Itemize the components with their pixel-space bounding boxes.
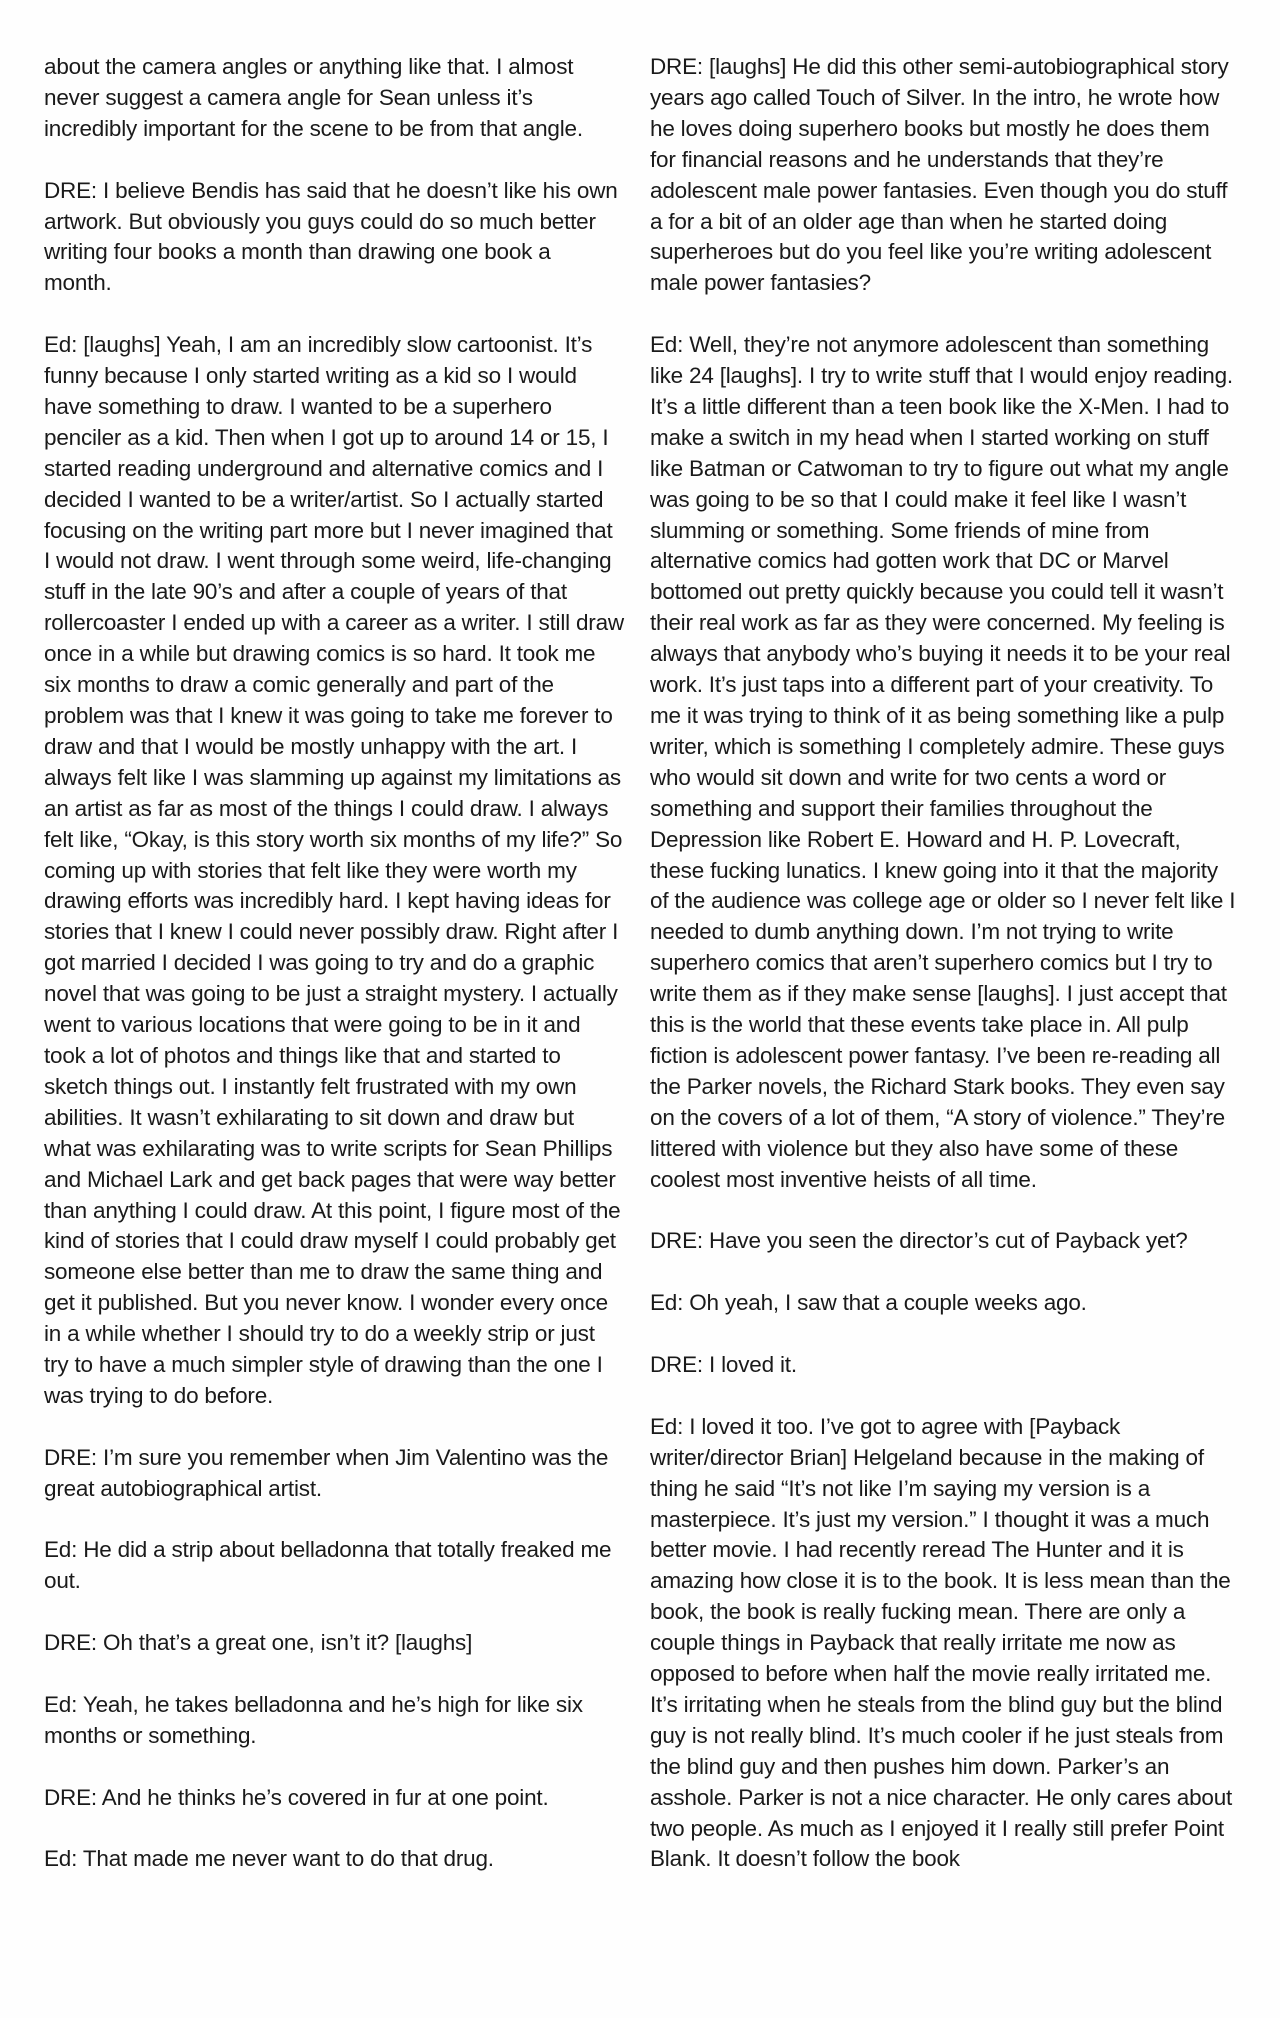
speaker: DRE: xyxy=(44,1444,97,1470)
paragraph-text: about the camera angles or anything like that. I almost never suggest a camera angle for Sean unless it’s incredibly important for the scene to be from that angle. xyxy=(44,54,583,141)
speaker: DRE: xyxy=(650,1352,703,1377)
paragraph xyxy=(650,1226,1240,1257)
paragraph xyxy=(44,1844,624,1875)
speaker: DRE: xyxy=(44,1630,97,1656)
speaker: Ed: xyxy=(44,332,78,358)
paragraph-text: I believe Bendis has said that he doesn’t like his own artwork. But obviously you guys could do so much better writing four books a month than drawing one book a month. xyxy=(44,177,618,296)
paragraph-text: That made me never want to do that drug. xyxy=(82,1846,494,1872)
left-column xyxy=(44,52,624,1875)
paragraph-text: [laughs] He did this other semi-autobiographical story years ago called Touch of Silver. In the intro, he wrote how he loves doing superhero books but mostly he does them for financial reasons and he understands that they’re adolescent male power fantasies. Even though you do stuff a for a bit of an older age than when he started doing superheroes but do you feel like you’re writing adolescent male power fantasies? xyxy=(650,54,1229,296)
paragraph-text: Oh that’s a great one, isn’t it? [laughs] xyxy=(103,1630,473,1656)
paragraph xyxy=(44,1690,624,1752)
speaker: Ed: xyxy=(650,332,684,358)
paragraph xyxy=(650,1288,1240,1319)
paragraph-text: I’m sure you remember when Jim Valentino was the great autobiographical artist. xyxy=(44,1444,609,1501)
paragraph xyxy=(44,330,624,1412)
speaker: Ed: xyxy=(650,1413,684,1439)
paragraph xyxy=(44,176,624,300)
paragraph xyxy=(44,1443,624,1505)
paragraph-text: I loved it. xyxy=(709,1352,797,1377)
speaker: DRE: xyxy=(650,1228,703,1254)
speaker: Ed: xyxy=(650,1290,684,1316)
paragraph xyxy=(44,1628,624,1659)
paragraph xyxy=(650,52,1240,299)
paragraph xyxy=(650,1350,1240,1381)
paragraph-text: And he thinks he’s covered in fur at one point. xyxy=(101,1784,549,1810)
speaker: DRE: xyxy=(650,54,703,79)
paragraph-text: Well, they’re not anymore adolescent than something like 24 [laughs]. I try to write stuff that I would enjoy reading. It’s a little different than a teen book like the X-Men. I had to make a switch in my head when I started working on stuff like Batman or Catwoman to try to figure out what my angle was going to be so that I could make it feel like I wasn’t slumming or something. Some friends of mine from alternative comics had gotten work that DC or Marvel bottomed out pretty quickly because you could tell it wasn’t their real work as far as they were concerned. My feeling is always that anybody who’s buying it needs it to be your real work. It’s just taps into a different part of your creativity. To me it was trying to think of it as being something like a pulp writer, which is something I completely admire. These guys who would sit down and write for two cents a word or something and support their families throughout the Depression like Robert E. Howard and H. P. Lovecraft, these fucking lunatics. I knew going into it that the majority of the audience was college age or older so I never felt like I needed to dumb anything down. I’m not trying to write superhero comics that aren’t superhero comics but I try to write them as if they make sense [laughs]. I just accept that this is the world that these events take place in. All pulp fiction is adolescent power fantasy. I’ve been re-reading all the Parker novels, the Richard Stark books. They even say on the covers of a lot of them, “A story of violence.” They’re littered with violence but they also have some of these coolest most inventive heists of all time. xyxy=(650,332,1236,1192)
speaker: DRE: xyxy=(44,1784,97,1810)
speaker: Ed: xyxy=(44,1537,78,1563)
speaker: Ed: xyxy=(44,1846,78,1872)
paragraph xyxy=(44,1535,624,1597)
speaker: DRE: xyxy=(44,177,97,203)
paragraph xyxy=(650,1412,1240,1876)
paragraph-text: [laughs] Yeah, I am an incredibly slow cartoonist. It’s funny because I only started writing as a kid so I would have something to draw. I wanted to be a superhero penciler as a kid. Then when I got up to around 14 or 15, I started reading underground and alternative comics and I decided I wanted to be a writer/artist. So I actually started focusing on the writing part more but I never imagined that I would not draw. I went through some weird, life-changing stuff in the late 90’s and after a couple of years of that rollercoaster I ended up with a career as a writer. I still draw once in a while but drawing comics is so hard. It took me six months to draw a comic generally and part of the problem was that I knew it was going to take me forever to draw and that I would be mostly unhappy with the art. I always felt like I was slamming up against my limitations as an artist as far as most of the things I could draw. I always felt like, “Okay, is this story worth six months of my life?” So coming up with stories that felt like they were worth my drawing efforts was incredibly hard. I kept having ideas for stories that I knew I could never possibly draw. Right after I got married I decided I was going to try and do a graphic novel that was going to be just a straight mystery. I actually went to various locations that were going to be in it and took a lot of photos and things like that and started to sketch things out. I instantly felt frustrated with my own abilities. It wasn’t exhilarating to sit down and draw but what was exhilarating was to write scripts for Sean Phillips and Michael Lark and get back pages that were way better than anything I could draw. At this point, I figure most of the kind of stories that I could draw myself I could probably get someone else better than me to draw the same thing and get it published. But you never know. I wonder every once in a while whether I should try to do a weekly strip or just try to have a much simpler style of drawing than the one I was trying to do before. xyxy=(44,332,624,1408)
paragraph xyxy=(44,52,624,145)
paragraph-text: He did a strip about belladonna that totally freaked me out. xyxy=(44,1537,612,1594)
right-column xyxy=(650,52,1240,1875)
paragraph-text: Have you seen the director’s cut of Payback yet? xyxy=(709,1228,1188,1254)
paragraph-text: I loved it too. I’ve got to agree with [Payback writer/director Brian] Helgeland because in the making of thing he said “It’s not like I’m saying my version is a masterpiece. It’s just my version.” I thought it was a much better movie. I had recently reread The Hunter and it is amazing how close it is to the book. It is less mean than the book, the book is really fucking mean. There are only a couple things in Payback that really irritate me now as opposed to before when half the movie really irritated me. It’s irritating when he steals from the blind guy but the blind guy is not really blind. It’s much cooler if he just steals from the blind guy and then pushes him down. Parker’s an asshole. Parker is not a nice character. He only cares about two people. As much as I enjoyed it I really still prefer Point Blank. It doesn’t follow the book xyxy=(650,1413,1233,1872)
speaker: Ed: xyxy=(44,1691,78,1717)
paragraph xyxy=(44,1783,624,1814)
paragraph xyxy=(650,330,1240,1195)
paragraph-text: Oh yeah, I saw that a couple weeks ago. xyxy=(689,1290,1087,1316)
paragraph-text: Yeah, he takes belladonna and he’s high for like six months or something. xyxy=(44,1691,583,1748)
